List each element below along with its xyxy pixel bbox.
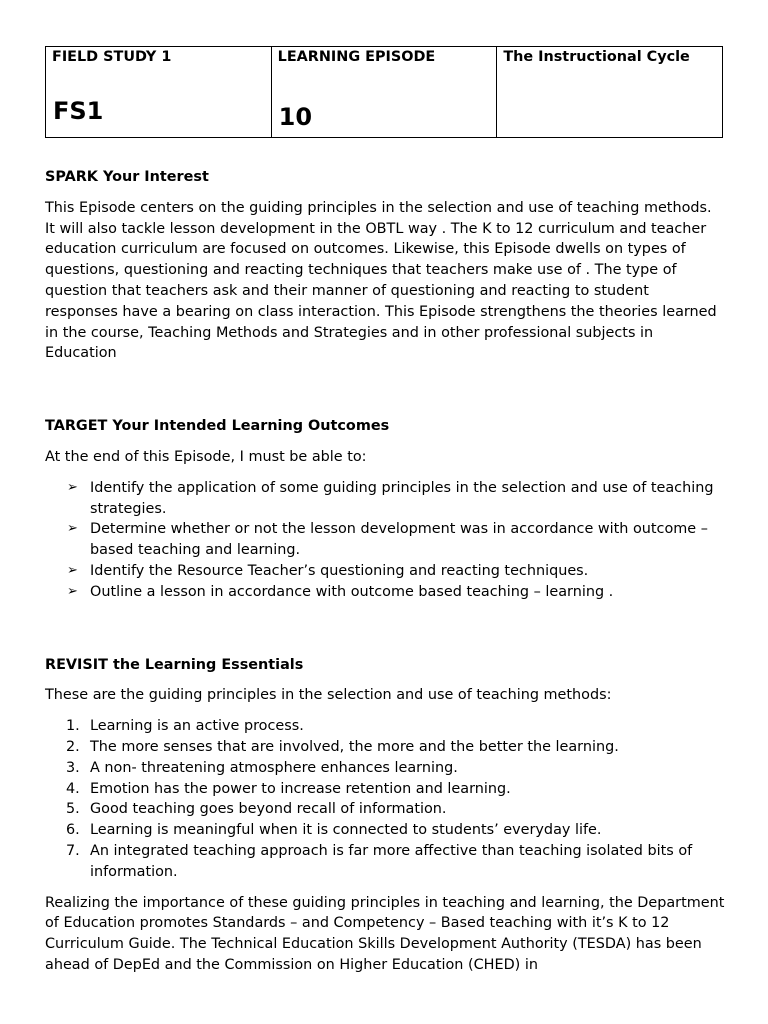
target-intro: At the end of this Episode, I must be able to: xyxy=(45,448,367,465)
list-item xyxy=(45,561,725,582)
document-body xyxy=(45,167,725,986)
item-number: 4. xyxy=(66,780,80,797)
arrow-bullet-icon: ➢ xyxy=(67,583,78,599)
principle-text: Learning is an active process. xyxy=(90,718,304,735)
list-item xyxy=(45,478,725,520)
list-item xyxy=(45,519,725,561)
section-spacer xyxy=(45,374,725,416)
list-item xyxy=(45,841,725,883)
list-item xyxy=(45,716,725,737)
episode-header-table xyxy=(45,46,723,138)
principles-list xyxy=(45,716,725,882)
spark-paragraph: This Episode centers on the guiding principles in the selection and use of teaching methods. It will also tackle lesson development in the OBTL way . The K to 12 curriculum and teacher education curriculum are focused on outcomes. Likewise, this Episode dwells on types of questions, questioning and reacting techniques that teachers make use of . The type of question that teachers ask and their manner of questioning and reacting to student responses have a bearing on class interaction. This Episode strengthens the theories learned in the course, Teaching Methods and Strategies and in other professional subjects in Education xyxy=(45,199,717,362)
principle-text: The more senses that are involved, the more and the better the learning. xyxy=(90,738,619,755)
learning-episode-number: 10 xyxy=(278,103,313,131)
list-item xyxy=(45,779,725,800)
outcome-text: Outline a lesson in accordance with outcome based teaching – learning . xyxy=(90,583,614,600)
item-number: 1. xyxy=(66,718,80,735)
outcome-text: Identify the application of some guiding principles in the selection and use of teaching strategies. xyxy=(90,479,714,517)
field-study-label: FIELD STUDY 1 xyxy=(52,49,172,65)
principle-text: An integrated teaching approach is far more affective than teaching isolated bits of information. xyxy=(90,842,693,880)
list-item xyxy=(45,582,725,603)
list-item xyxy=(45,737,725,758)
header-cell-field-study xyxy=(46,47,272,138)
principle-text: Good teaching goes beyond recall of information. xyxy=(90,801,447,818)
arrow-bullet-icon: ➢ xyxy=(67,479,78,495)
field-study-code: FS1 xyxy=(53,97,104,125)
list-item xyxy=(45,820,725,841)
list-item xyxy=(45,799,725,820)
item-number: 7. xyxy=(66,842,80,859)
revisit-heading: REVISIT the Learning Essentials xyxy=(45,656,304,673)
principle-text: Learning is meaningful when it is connected to students’ everyday life. xyxy=(90,822,602,839)
item-number: 3. xyxy=(66,759,80,776)
arrow-bullet-icon: ➢ xyxy=(67,562,78,578)
learning-episode-label: LEARNING EPISODE xyxy=(277,49,436,65)
item-number: 5. xyxy=(66,801,80,818)
item-number: 6. xyxy=(66,822,80,839)
header-cell-topic xyxy=(497,47,723,138)
closing-paragraph: Realizing the importance of these guiding principles in teaching and learning, the Department of Education promotes Standards – and Competency – Based teaching with it’s K to 12 Curriculum Guide. The Technical Education Skills Development Authority (TESDA) has been ahead of DepEd and the Commission on Higher Education (CHED) in xyxy=(45,894,725,973)
arrow-bullet-icon: ➢ xyxy=(67,521,78,537)
episode-topic-title: The Instructional Cycle xyxy=(503,49,690,65)
target-heading: TARGET Your Intended Learning Outcomes xyxy=(45,418,390,435)
outcomes-list xyxy=(45,478,725,603)
section-spacer xyxy=(45,613,725,655)
list-item xyxy=(45,758,725,779)
header-cell-learning-episode xyxy=(271,47,497,138)
principle-text: Emotion has the power to increase retention and learning. xyxy=(90,780,511,797)
item-number: 2. xyxy=(66,738,80,755)
outcome-text: Identify the Resource Teacher’s questioning and reacting techniques. xyxy=(90,562,589,579)
revisit-intro: These are the guiding principles in the selection and use of teaching methods: xyxy=(45,687,612,704)
spark-heading: SPARK Your Interest xyxy=(45,169,209,185)
outcome-text: Determine whether or not the lesson development was in accordance with outcome – based teaching and learning. xyxy=(90,521,708,559)
principle-text: A non- threatening atmosphere enhances learning. xyxy=(90,759,458,776)
